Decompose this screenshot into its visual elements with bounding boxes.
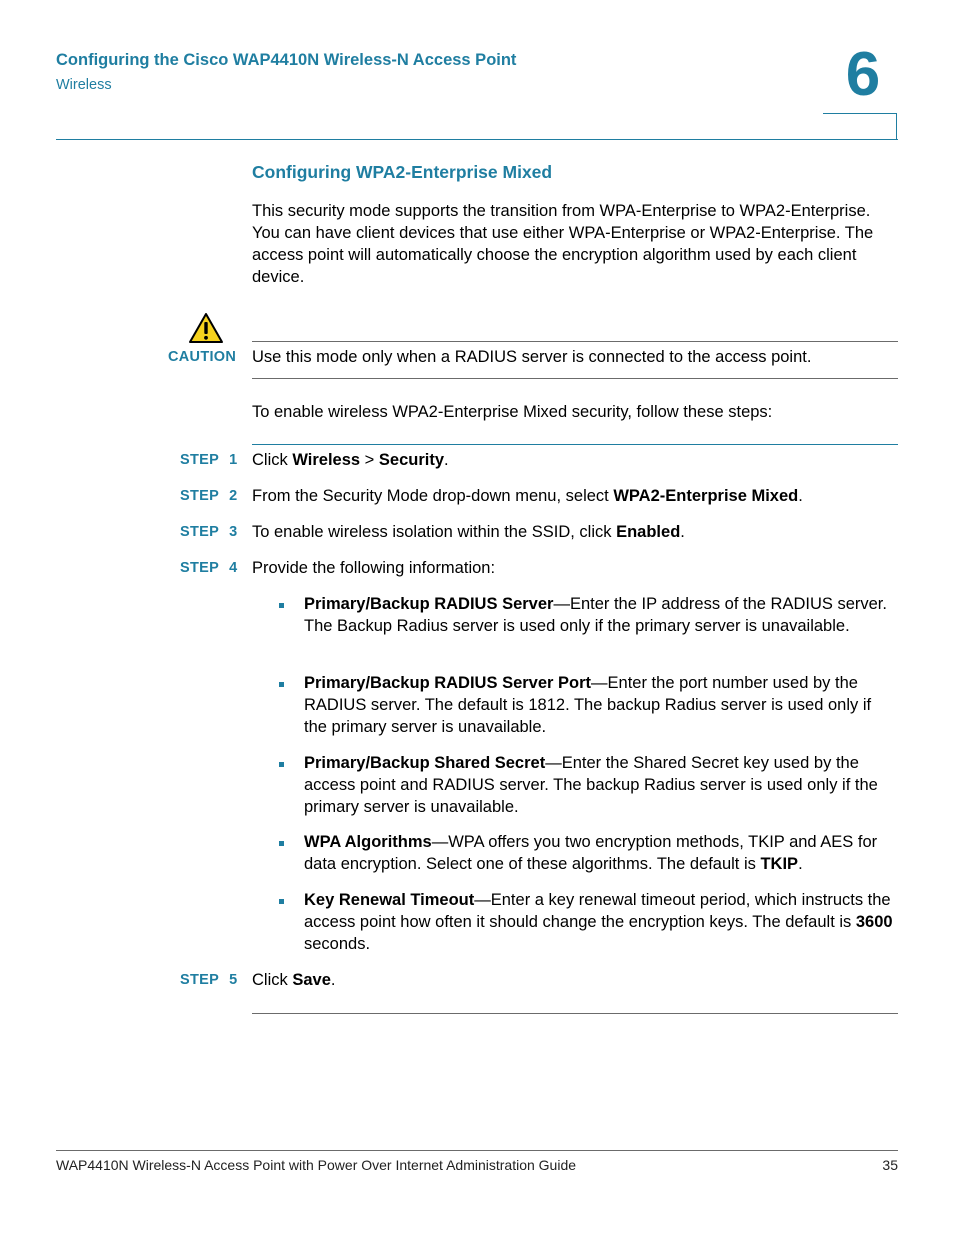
step-word: STEP (180, 972, 220, 988)
step-number: 1 (229, 452, 238, 468)
caution-rule-top (252, 341, 898, 342)
chapter-tab-box (823, 113, 897, 139)
bullet-icon (279, 603, 284, 608)
section-title: Configuring WPA2-Enterprise Mixed (252, 162, 553, 182)
chapter-number: 6 (845, 40, 881, 109)
list-item: WPA Algorithms—WPA offers you two encryption methods, TKIP and AES for data encryption. Select one of these algorithms. The default is TKIP. (304, 833, 878, 873)
caution-label: CAUTION (168, 349, 237, 365)
step-5-text: Click Save. (252, 971, 336, 989)
list-item: Primary/Backup Shared Secret—Enter the Shared Secret key used by the access point and RADIUS server. The backup Radius server is used only if the primary server is unavailable. (304, 754, 878, 816)
step-word: STEP (180, 488, 220, 504)
enabled-ref: Enabled (616, 523, 681, 541)
save-ref: Save (292, 971, 331, 989)
list-item: Primary/Backup RADIUS Server Port—Enter the port number used by the RADIUS server. The default is 1812. The backup Radius server is used only if the primary server is unavailable. (304, 674, 872, 736)
list-item: Key Renewal Timeout—Enter a key renewal timeout period, which instructs the access point how often it should change the encryption keys. The default is 3600 seconds. (304, 891, 893, 953)
step-number: 3 (229, 524, 238, 540)
running-header-subtitle: Wireless (56, 77, 112, 93)
footer-text: WAP4410N Wireless-N Access Point with Power Over Internet Administration Guide (56, 1157, 577, 1173)
page-number: 35 (882, 1157, 898, 1173)
step-4-text: Provide the following information: (252, 559, 496, 577)
caution-text: Use this mode only when a RADIUS server is connected to the access point. (252, 348, 812, 366)
step-number: 4 (229, 560, 238, 576)
step-label (180, 972, 237, 988)
bullet-icon (279, 682, 284, 687)
bullet-icon (279, 762, 284, 767)
step-3-text: To enable wireless isolation within the SSID, click Enabled. (252, 523, 685, 541)
step-label (180, 452, 237, 468)
step-label (180, 560, 237, 576)
step-1-text: Click Wireless > Security. (252, 451, 449, 469)
section-intro: This security mode supports the transition from WPA-Enterprise to WPA2-Enterprise. You can have client devices that use either WPA-Enterprise or WPA2-Enterprise. The access point will automatically choose the encryption algorithm used by each client device. (252, 202, 874, 286)
steps-rule (252, 444, 898, 445)
caution-rule-bottom (252, 378, 898, 379)
list-item: Primary/Backup RADIUS Server—Enter the IP address of the RADIUS server. The Backup Radius server is used only if the primary server is unavailable. (304, 595, 887, 635)
warning-triangle-icon (188, 312, 224, 344)
step-2-text: From the Security Mode drop-down menu, select WPA2-Enterprise Mixed. (252, 487, 803, 505)
bullet-icon (279, 841, 284, 846)
step-word: STEP (180, 452, 220, 468)
step-number: 5 (229, 972, 238, 988)
header-rule (56, 139, 898, 140)
step-number: 2 (229, 488, 238, 504)
step-label (180, 524, 237, 540)
step-word: STEP (180, 560, 220, 576)
step-label (180, 488, 237, 504)
footer-rule (56, 1150, 898, 1151)
bullet-icon (279, 899, 284, 904)
steps-intro: To enable wireless WPA2-Enterprise Mixed security, follow these steps: (252, 403, 773, 421)
security-menu-ref: Security (378, 451, 445, 469)
running-header-title: Configuring the Cisco WAP4410N Wireless-N Access Point (56, 51, 517, 69)
steps-end-rule (252, 1013, 898, 1014)
wireless-menu-ref: Wireless (292, 451, 361, 469)
step-word: STEP (180, 524, 220, 540)
wpa2-mixed-ref: WPA2-Enterprise Mixed (613, 487, 799, 505)
